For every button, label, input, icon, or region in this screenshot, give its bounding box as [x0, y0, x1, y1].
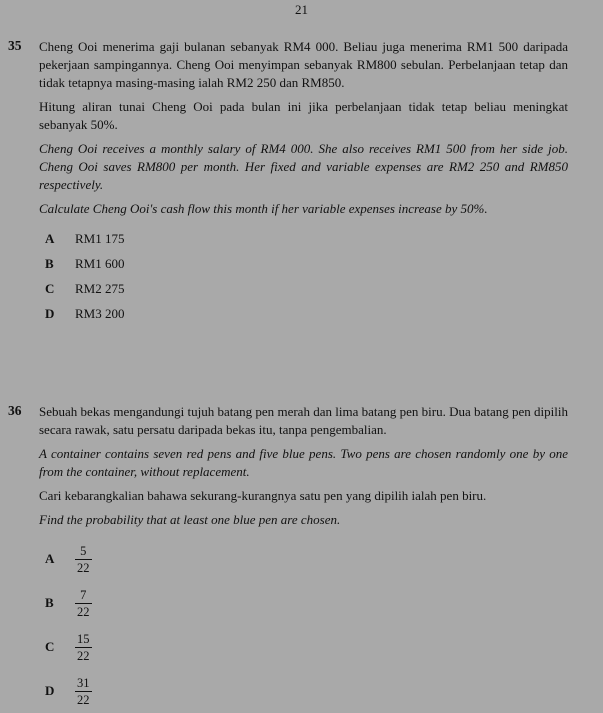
denominator: 22 [77, 560, 90, 575]
option-letter: B [45, 595, 54, 610]
denominator: 22 [77, 648, 90, 663]
option-c[interactable] [39, 276, 568, 301]
option-letter: D [45, 683, 55, 698]
option-letter: A [45, 230, 55, 246]
question-number: 35 [8, 38, 22, 53]
question-36 [8, 403, 568, 713]
option-a[interactable] [39, 537, 568, 581]
malay-question: Hitung aliran tunai Cheng Ooi pada bulan ini jika perbelanjaan tidak tetap beliau meningkat sebanyak 50%. [39, 99, 568, 132]
option-d[interactable] [39, 301, 568, 326]
option-letter: B [45, 255, 54, 271]
malay-stem: Cheng Ooi menerima gaji bulanan sebanyak RM4 000. Beliau juga menerima RM1 500 daripada pekerjaan sampingannya. Cheng Ooi menyimpan sebanyak RM800 sebulan. Perbelanjaan tetap dan tidak tetapnya masing-masing ialah RM2 250 dan RM850. [39, 39, 568, 90]
option-text: RM1 600 [75, 255, 125, 271]
answer-options [39, 226, 568, 326]
question-number: 36 [8, 403, 22, 418]
malay-stem: Sebuah bekas mengandungi tujuh batang pen merah dan lima batang pen biru. Dua batang pen dipilih secara rawak, satu persatu daripada bekas itu, tanpa pengembalian. [39, 404, 568, 437]
question-body [39, 403, 568, 713]
option-letter: C [45, 639, 55, 654]
option-text: RM2 275 [75, 280, 125, 296]
option-c[interactable] [39, 625, 568, 669]
option-b[interactable] [39, 251, 568, 276]
fraction [75, 676, 92, 707]
option-letter: C [45, 280, 55, 296]
fraction [75, 632, 92, 663]
numerator: 5 [80, 543, 87, 558]
option-text: RM3 200 [75, 305, 125, 321]
numerator: 31 [77, 675, 90, 690]
page-number: 21 [295, 2, 308, 17]
option-letter: A [45, 551, 55, 566]
fraction [75, 544, 92, 575]
english-stem: Cheng Ooi receives a monthly salary of RM4 000. She also receives RM1 500 from her side job. Cheng Ooi saves RM800 per month. Her fixed and variable expenses are RM2 250 and RM850 respectively. [39, 141, 568, 192]
english-stem: A container contains seven red pens and five blue pens. Two pens are chosen randomly one by one from the container, without replacement. [39, 446, 568, 479]
fraction [75, 588, 92, 619]
malay-question: Cari kebarangkalian bahawa sekurang-kurangnya satu pen yang dipilih ialah pen biru. [39, 488, 487, 503]
denominator: 22 [77, 692, 90, 707]
english-question: Find the probability that at least one blue pen are chosen. [39, 512, 341, 527]
option-text: RM1 175 [75, 230, 125, 246]
option-a[interactable] [39, 226, 568, 251]
denominator: 22 [77, 604, 90, 619]
numerator: 7 [80, 587, 87, 602]
option-b[interactable] [39, 581, 568, 625]
numerator: 15 [77, 631, 90, 646]
answer-options [39, 537, 568, 713]
question-35 [8, 38, 568, 326]
english-question: Calculate Cheng Ooi's cash flow this month if her variable expenses increase by 50%. [39, 201, 488, 216]
option-d[interactable] [39, 669, 568, 713]
question-body [39, 38, 568, 326]
option-letter: D [45, 305, 55, 321]
